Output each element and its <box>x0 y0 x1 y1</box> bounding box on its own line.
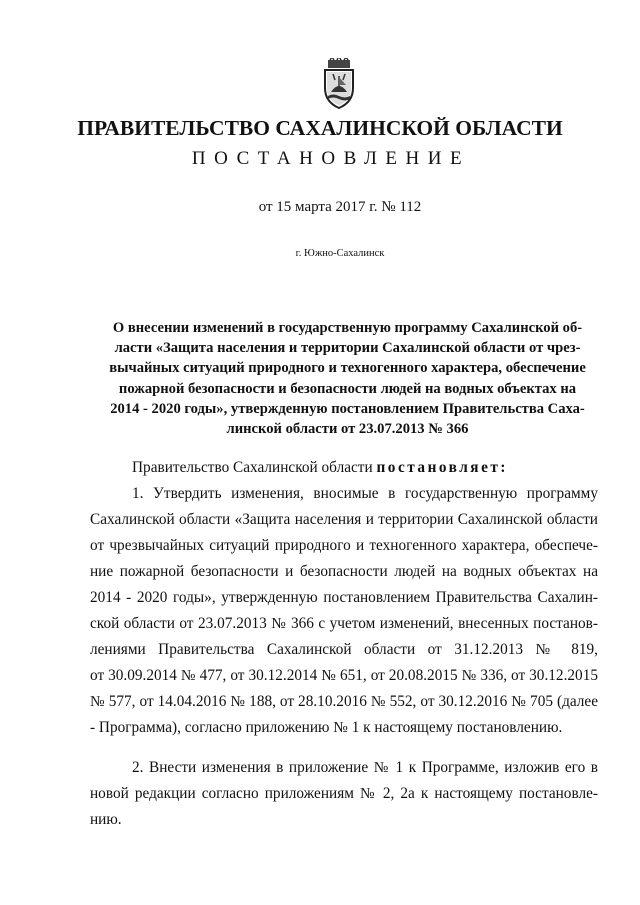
paragraph-1-line: от чрезвычайных ситуаций природного и техногенного характера, обеспече- <box>90 537 598 554</box>
issuing-city: г. Южно-Сахалинск <box>295 248 385 259</box>
coat-of-arms-icon <box>319 58 359 110</box>
subject-line: ласти «Защита населения и территории Сахалинской области от чрез- <box>114 340 581 357</box>
document-date-number: от 15 марта 2017 г. № 112 <box>258 199 422 215</box>
paragraph-1-line: ской области от 23.07.2013 № 366 с учетом изменений, внесенных постанов- <box>90 615 598 632</box>
government-title: ПРАВИТЕЛЬСТВО САХАЛИНСКОЙ ОБЛАСТИ <box>77 116 563 140</box>
subject-line: 2014 - 2020 годы», утвержденную постановлением Правительства Саха- <box>110 400 585 417</box>
subject-line: О внесении изменений в государственную программу Сахалинской об- <box>112 320 583 336</box>
document-type: ПОСТАНОВЛЕНИЕ <box>191 148 471 169</box>
paragraph-2-line: нию. <box>90 811 122 828</box>
paragraph-2-line: новой редакции согласно приложениям № 2, 2а к настоящему постановле- <box>90 785 598 802</box>
paragraph-1-line: лениями Правительства Сахалинской области от 31.12.2013 № 819, <box>90 641 598 658</box>
document-subject <box>100 318 595 439</box>
document-body <box>90 455 598 833</box>
paragraph-2-line: 2. Внести изменения в приложение № 1 к Программе, изложив его в <box>132 759 598 776</box>
paragraph-spacer <box>90 741 598 755</box>
subject-line: пожарной безопасности и безопасности людей на водных объектах на <box>118 380 577 397</box>
preamble-emphasis: постановляет: <box>376 459 508 476</box>
subject-line: линской области от 23.07.2013 № 366 <box>226 421 469 438</box>
paragraph-1-line: Сахалинской области «Защита населения и территории Сахалинской области <box>90 511 598 528</box>
subject-line: вычайных ситуаций природного и техногенного характера, обеспечение <box>109 360 586 377</box>
paragraph-1-line: 2014 - 2020 годы», утвержденную постановлением Правительства Сахалин- <box>90 589 598 606</box>
preamble <box>90 455 598 481</box>
paragraph-1-line: № 577, от 14.04.2016 № 188, от 28.10.2016 № 552, от 30.12.2016 № 705 (далее <box>90 693 598 710</box>
paragraph-1-line: - Программа), согласно приложению № 1 к настоящему постановлению. <box>90 719 563 736</box>
paragraph-1-line: 1. Утвердить изменения, вносимые в государственную программу <box>132 485 598 502</box>
paragraph-1-line: от 30.09.2014 № 477, от 30.12.2014 № 651, от 20.08.2015 № 336, от 30.12.2015 <box>90 667 598 684</box>
preamble-text: Правительство Сахалинской области <box>132 459 377 476</box>
paragraph-1-line: ние пожарной безопасности и безопасности людей на водных объектах на <box>90 563 598 580</box>
